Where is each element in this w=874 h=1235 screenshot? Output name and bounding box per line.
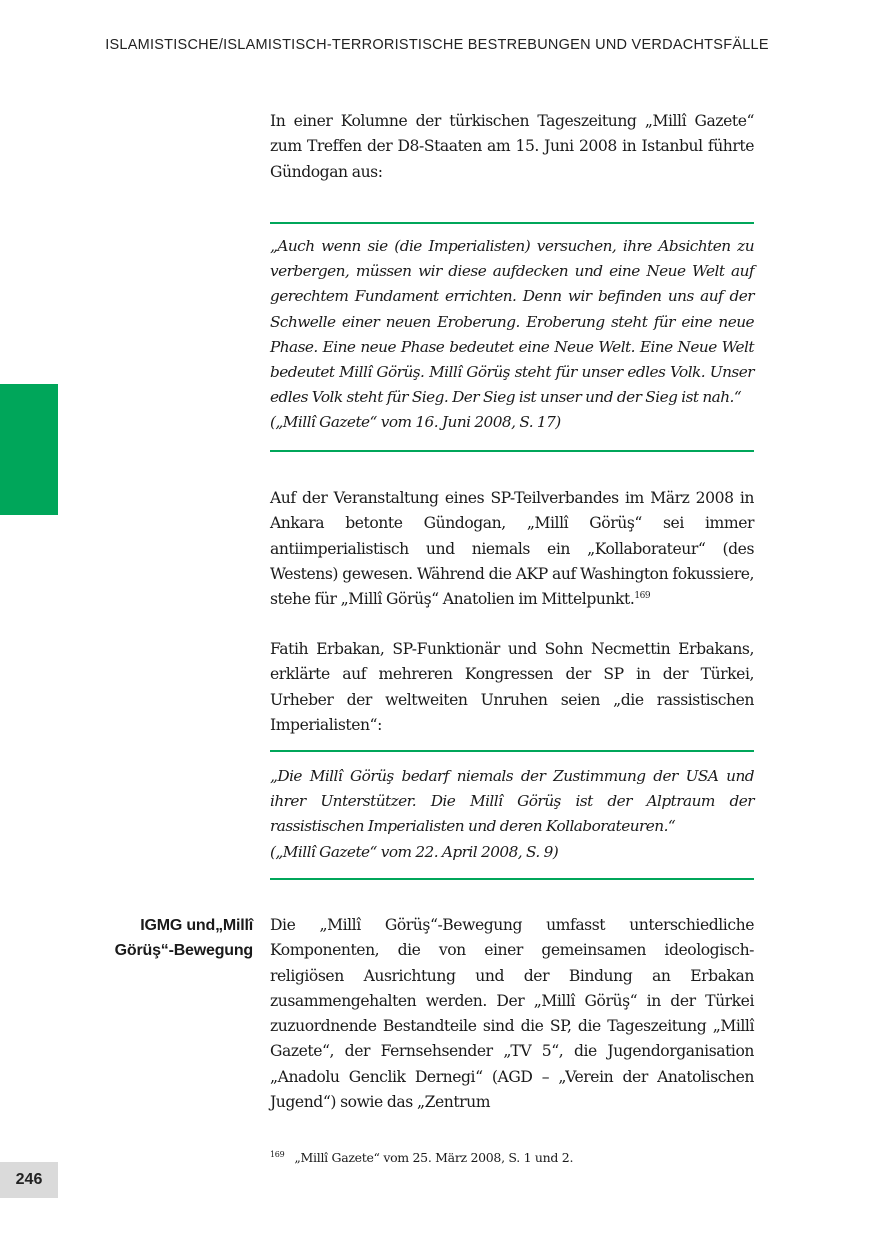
paragraph-movement	[270, 913, 754, 1115]
blockquote-2-source: („Millî Gazete“ vom 22. April 2008, S. 9)	[270, 842, 559, 861]
footnote-text: „Millî Gazete“ vom 25. März 2008, S. 1 und 2.	[294, 1150, 574, 1166]
blockquote-1	[270, 222, 754, 452]
footnote	[270, 1146, 754, 1167]
paragraph-text: Auf der Veranstaltung eines SP-Teilverbandes im März 2008 in Ankara betonte Gündogan, „Millî Görüş“ sei immer antiimperialistisch und niemals ein „Kollaborateur“ (des Westens) gewesen. Während die AKP auf Washington fokussiere, stehe für „Millî Görüş“ Anatolien im Mittelpunkt.	[270, 489, 754, 609]
running-header: ISLAMISTISCHE/ISLAMISTISCH-TERRORISTISCHE BESTREBUNGEN UND VERDACHTSFÄLLE	[105, 37, 769, 53]
blockquote-2-text: „Die Millî Görüş bedarf niemals der Zustimmung der USA und ihrer Unterstützer. Die Millî Görüş ist der Alptraum der rassistischen Imperialisten und deren Kollaborateuren.“	[270, 767, 754, 836]
footnote-number: 169	[270, 1150, 285, 1159]
paragraph-fatih-erbakan	[270, 637, 754, 738]
paragraph-intro	[270, 109, 754, 185]
blockquote-1-source: („Millî Gazete“ vom 16. Juni 2008, S. 17)	[270, 413, 561, 432]
paragraph-sp-event	[270, 486, 754, 612]
margin-heading	[60, 913, 253, 963]
blockquote-1-text: „Auch wenn sie (die Imperialisten) versuchen, ihre Absichten zu verbergen, müssen wir diese aufdecken und eine Neue Welt auf gerechtem Fundament errichten. Denn wir befinden uns auf der Schwelle einer neuen Eroberung. Eroberung steht für eine neue Phase. Eine neue Phase bedeutet eine Neue Welt. Eine Neue Welt bedeutet Millî Görüş. Millî Görüş steht für unser edles Volk. Unser edles Volk steht für Sieg. Der Sieg ist unser und der Sieg ist nah.“	[270, 237, 754, 407]
margin-heading-line-2: Görüş“-Bewegung	[114, 942, 253, 959]
footnote-ref[interactable]: 169	[634, 591, 651, 601]
page-number-text: 246	[15, 1171, 43, 1188]
paragraph-text: In einer Kolumne der türkischen Tageszeitung „Millî Gazete“ zum Treffen der D8-Staaten am 15. Juni 2008 in Istanbul führte Gündogan aus:	[270, 112, 754, 181]
paragraph-text: Die „Millî Görüş“-Bewegung umfasst unterschiedliche Komponenten, die von einer gemeinsamen ideologisch-religiösen Ausrichtung und der Bindung an Erbakan zusammengehalten werden. Der „Millî Görüş“ in der Türkei zuzuordnende Bestandteile sind die SP, die Tageszeitung „Millî Gazete“, der Fernsehsender „TV 5“, die Jugendorganisation „Anadolu Genclik Dernegi“ (AGD – „Verein der Anatolischen Jugend“) sowie das „Zentrum	[270, 916, 754, 1112]
blockquote-2	[270, 750, 754, 880]
paragraph-text: Fatih Erbakan, SP-Funktionär und Sohn Necmettin Erbakans, erklärte auf mehreren Kongressen der SP in der Türkei, Urheber der weltweiten Unruhen seien „die rassistischen Imperialisten“:	[270, 640, 754, 734]
margin-heading-line-1: IGMG und„Millî	[140, 917, 253, 934]
section-color-tab	[0, 384, 58, 515]
page-number	[0, 1162, 58, 1198]
